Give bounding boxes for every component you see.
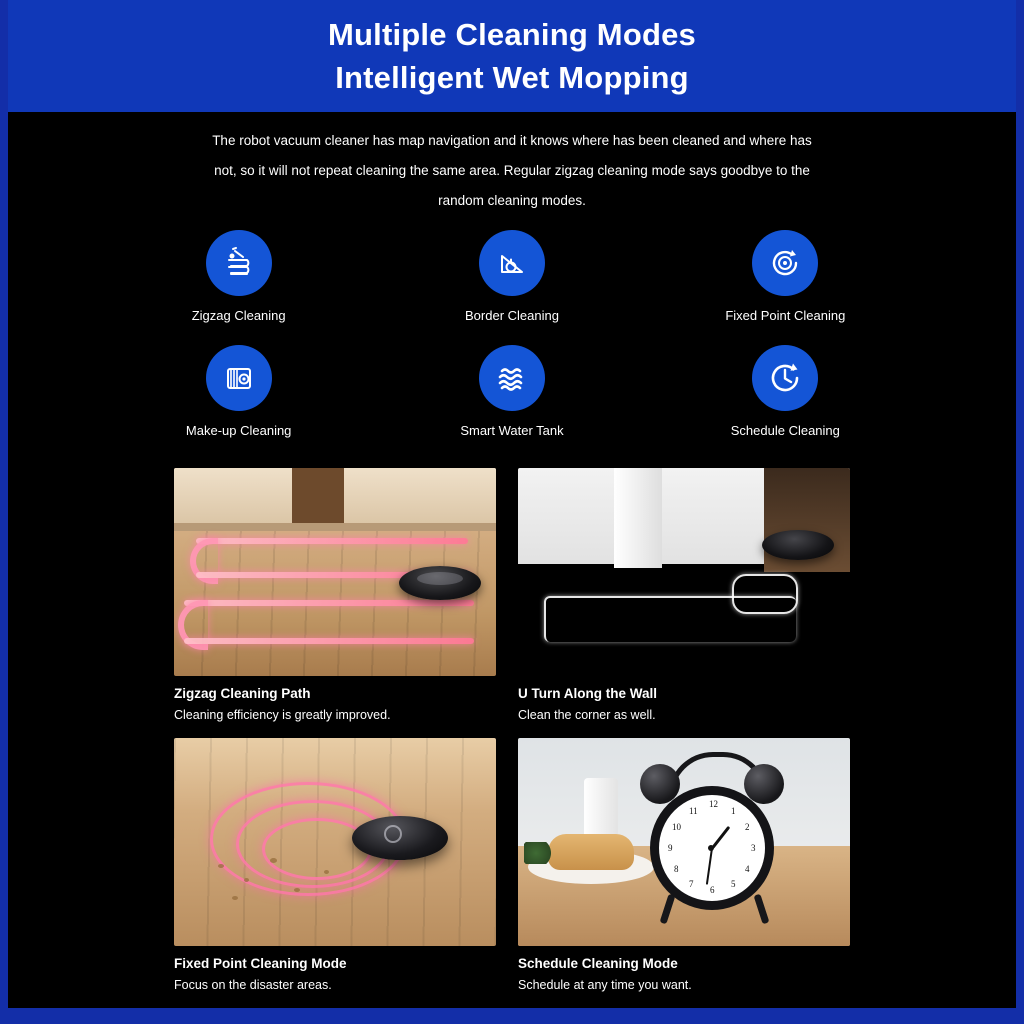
clock-number: 9 <box>668 843 673 853</box>
clock-number: 2 <box>745 822 750 832</box>
feature-card-u-turn <box>518 468 850 722</box>
mode-make-up-cleaning[interactable] <box>102 345 375 438</box>
clock-number: 3 <box>751 843 756 853</box>
mode-label: Zigzag Cleaning <box>191 308 286 323</box>
cleaning-modes-grid <box>102 230 922 438</box>
clock-number: 12 <box>709 799 718 809</box>
clock-number: 5 <box>731 879 736 889</box>
page-title-line-2: Intelligent Wet Mopping <box>335 60 689 95</box>
clock-number: 1 <box>731 806 736 816</box>
photo-u-turn-along-wall <box>518 468 850 676</box>
border-wall-icon <box>479 230 545 296</box>
photo-fixed-point-cleaning <box>174 738 496 946</box>
card-subtitle: Schedule at any time you want. <box>518 978 692 992</box>
photo-zigzag-cleaning-path <box>174 468 496 676</box>
mode-label: Make-up Cleaning <box>185 423 292 438</box>
zigzag-path-icon <box>206 230 272 296</box>
feature-card-schedule <box>518 738 850 992</box>
page-header <box>8 0 1016 112</box>
card-title: Fixed Point Cleaning Mode <box>174 956 347 971</box>
alarm-clock <box>650 786 774 910</box>
makeup-area-icon <box>206 345 272 411</box>
clock-number: 8 <box>674 864 679 874</box>
mode-label: Schedule Cleaning <box>730 423 840 438</box>
mode-label: Border Cleaning <box>465 308 559 323</box>
water-waves-icon <box>479 345 545 411</box>
page-title-line-1: Multiple Cleaning Modes <box>327 17 696 52</box>
clock-icon <box>752 345 818 411</box>
feature-card-zigzag <box>174 468 496 722</box>
card-subtitle: Cleaning efficiency is greatly improved. <box>174 708 391 722</box>
card-subtitle: Clean the corner as well. <box>518 708 656 722</box>
photo-schedule-cleaning <box>518 738 850 946</box>
robot-vacuum <box>762 530 834 560</box>
card-title: U Turn Along the Wall <box>518 686 657 701</box>
mode-label: Smart Water Tank <box>460 423 564 438</box>
clock-number: 11 <box>689 806 698 816</box>
clock-number: 7 <box>689 879 694 889</box>
card-subtitle: Focus on the disaster areas. <box>174 978 332 992</box>
robot-vacuum <box>352 816 448 860</box>
mode-zigzag-cleaning[interactable] <box>102 230 375 323</box>
feature-cards-grid <box>174 468 850 992</box>
page-body <box>8 112 1016 1008</box>
clock-number: 6 <box>710 885 715 895</box>
feature-card-fixed-point <box>174 738 496 992</box>
mode-label: Fixed Point Cleaning <box>725 308 846 323</box>
mode-fixed-point-cleaning[interactable] <box>649 230 922 323</box>
robot-vacuum <box>399 566 481 600</box>
mode-border-cleaning[interactable] <box>375 230 648 323</box>
card-title: Zigzag Cleaning Path <box>174 686 311 701</box>
mode-schedule-cleaning[interactable] <box>649 345 922 438</box>
clock-number: 10 <box>672 822 681 832</box>
spiral-point-icon <box>752 230 818 296</box>
card-title: Schedule Cleaning Mode <box>518 956 678 971</box>
mode-smart-water-tank[interactable] <box>375 345 648 438</box>
intro-paragraph: The robot vacuum cleaner has map navigation and it knows where has been cleaned and where has not, so it will not repeat cleaning the same area. Regular zigzag cleaning mode says goodbye to the random cleaning modes. <box>212 133 812 208</box>
clock-number: 4 <box>745 864 750 874</box>
